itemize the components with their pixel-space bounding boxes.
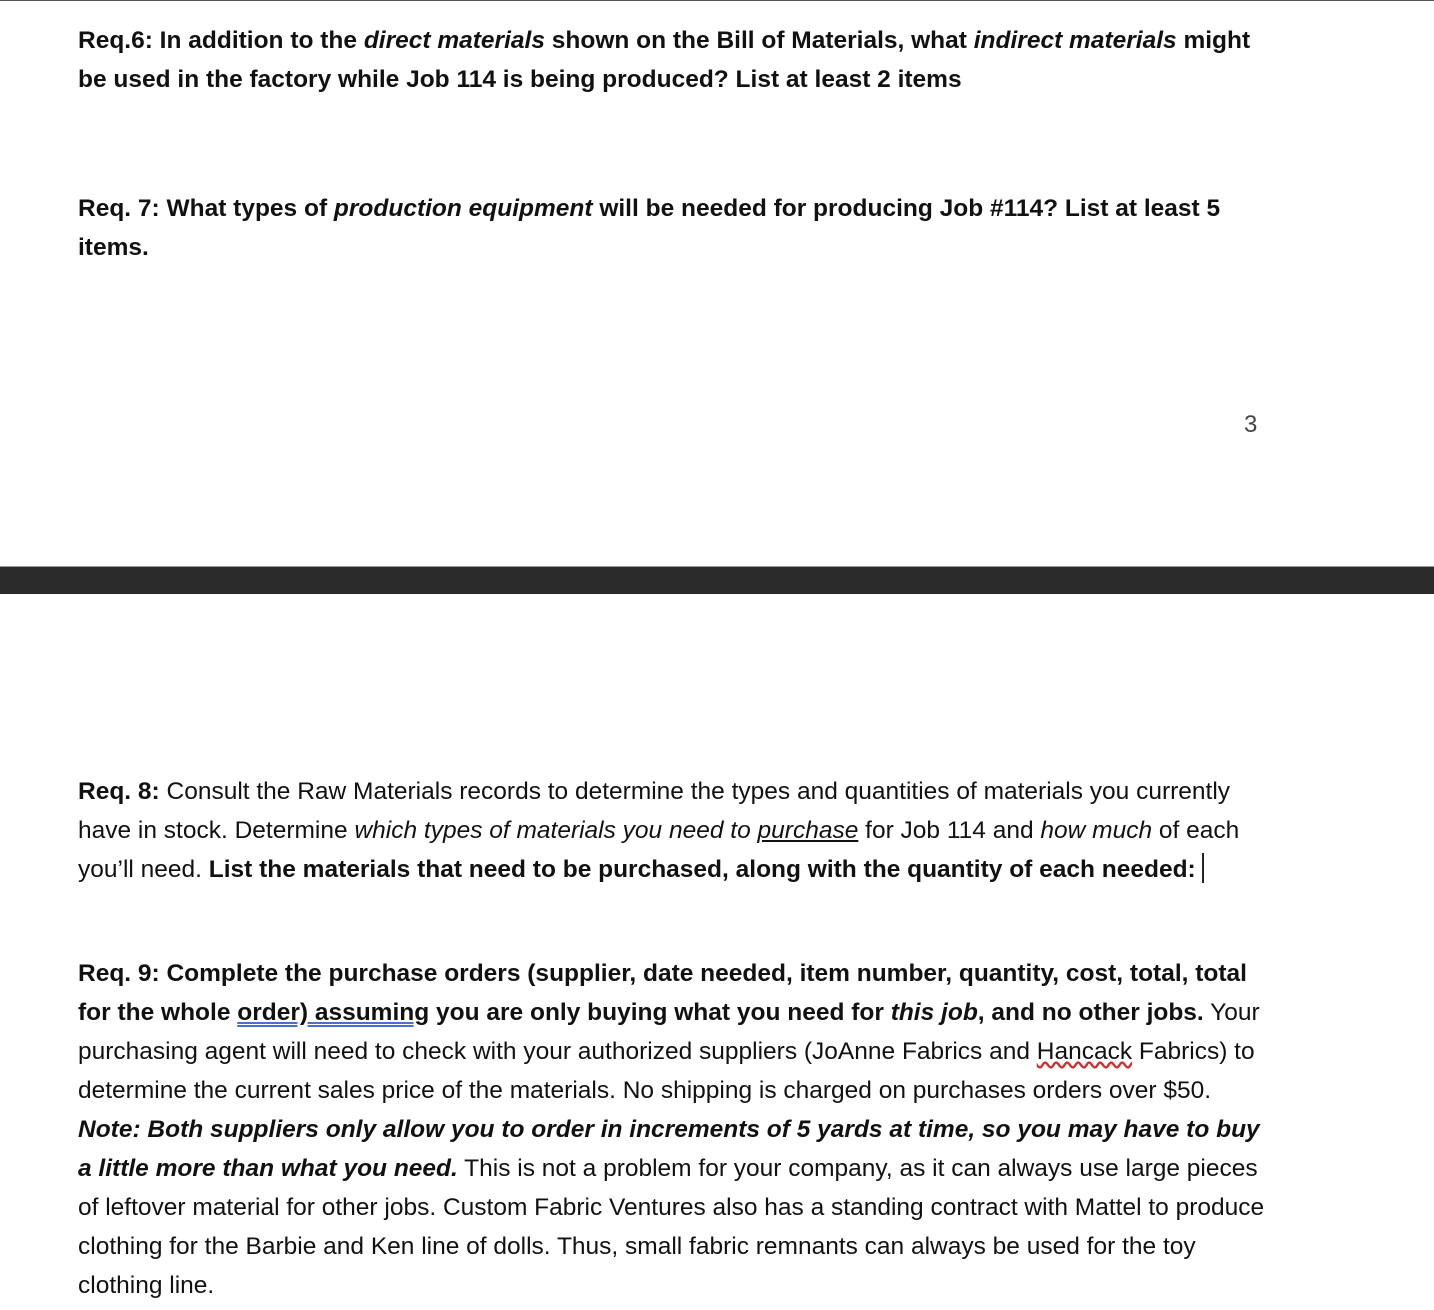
req8-label: Req. 8: xyxy=(78,778,160,805)
req6-emphasis-indirect: indirect materials xyxy=(973,27,1177,54)
document-page-3 xyxy=(0,0,1434,567)
req6-paragraph[interactable] xyxy=(78,21,1278,99)
req6-text-end: might be used in the factory while Job 114 is being produced? List at least 2 items xyxy=(78,27,1251,93)
req8-purchase-underlined: purchase xyxy=(757,817,859,844)
req9-spelling-flagged: Hancack xyxy=(1036,1038,1133,1065)
req8-paragraph[interactable] xyxy=(78,772,1253,889)
req8-text-2: for Job 114 and xyxy=(858,817,1041,844)
req8-emphasis: which types of materials you need to xyxy=(354,817,758,844)
req7-text-end: will be needed for producing Job #114? List at least 5 items. xyxy=(78,195,1221,261)
req7-emphasis: production equipment xyxy=(333,195,593,222)
page-separator xyxy=(0,566,1434,595)
page-number: 3 xyxy=(1244,411,1258,438)
req7-paragraph[interactable] xyxy=(78,189,1238,267)
req6-label: Req.6: In addition to the xyxy=(78,27,364,54)
req7-label: Req. 7: What types of xyxy=(78,195,334,222)
document-page-4 xyxy=(0,594,1434,1310)
req9-label: Req. 9: Complete the purchase orders (supplier, date needed, item number, quantity, cost, total, total for the whole xyxy=(78,960,1247,1026)
req6-emphasis-direct: direct materials xyxy=(363,27,545,54)
req9-bold-text-end: , and no other jobs. xyxy=(977,999,1204,1026)
req8-emphasis-how-much: how much xyxy=(1040,817,1153,844)
req9-note: Note: Both suppliers only allow you to order in increments of 5 yards at time, so you may have to buy a little more than what you need. xyxy=(78,1116,1260,1182)
req9-text: Your purchasing agent will need to check with your authorized suppliers (JoAnne Fabrics and xyxy=(78,999,1260,1065)
req9-grammar-flagged: order) assuming xyxy=(237,999,430,1026)
req8-text-3: of each you’ll need. xyxy=(78,817,1240,883)
req8-text: Consult the Raw Materials records to determine the types and quantities of materials you currently have in stock. Determine xyxy=(78,778,1231,844)
req8-bold-instruction: List the materials that need to be purchased, along with the quantity of each needed: xyxy=(208,856,1196,883)
req9-text-2: Fabrics) to determine the current sales price of the materials. No shipping is charged on purchases orders over $50. xyxy=(78,1038,1255,1104)
req9-text-3: This is not a problem for your company, as it can always use large pieces of leftover material for other jobs. Custom Fabric Ventures also has a standing contract with Mattel to produce clothing for the Barbie and Ken line of dolls. Thus, small fabric remnants can always be used for the toy clothing line. xyxy=(78,1155,1265,1299)
req6-text: shown on the Bill of Materials, what xyxy=(544,27,974,54)
req9-bold-text: you are only buying what you need for xyxy=(429,999,891,1026)
text-cursor xyxy=(1202,853,1204,883)
req9-paragraph[interactable] xyxy=(78,954,1268,1305)
req9-emphasis-this-job: this job xyxy=(890,999,978,1026)
